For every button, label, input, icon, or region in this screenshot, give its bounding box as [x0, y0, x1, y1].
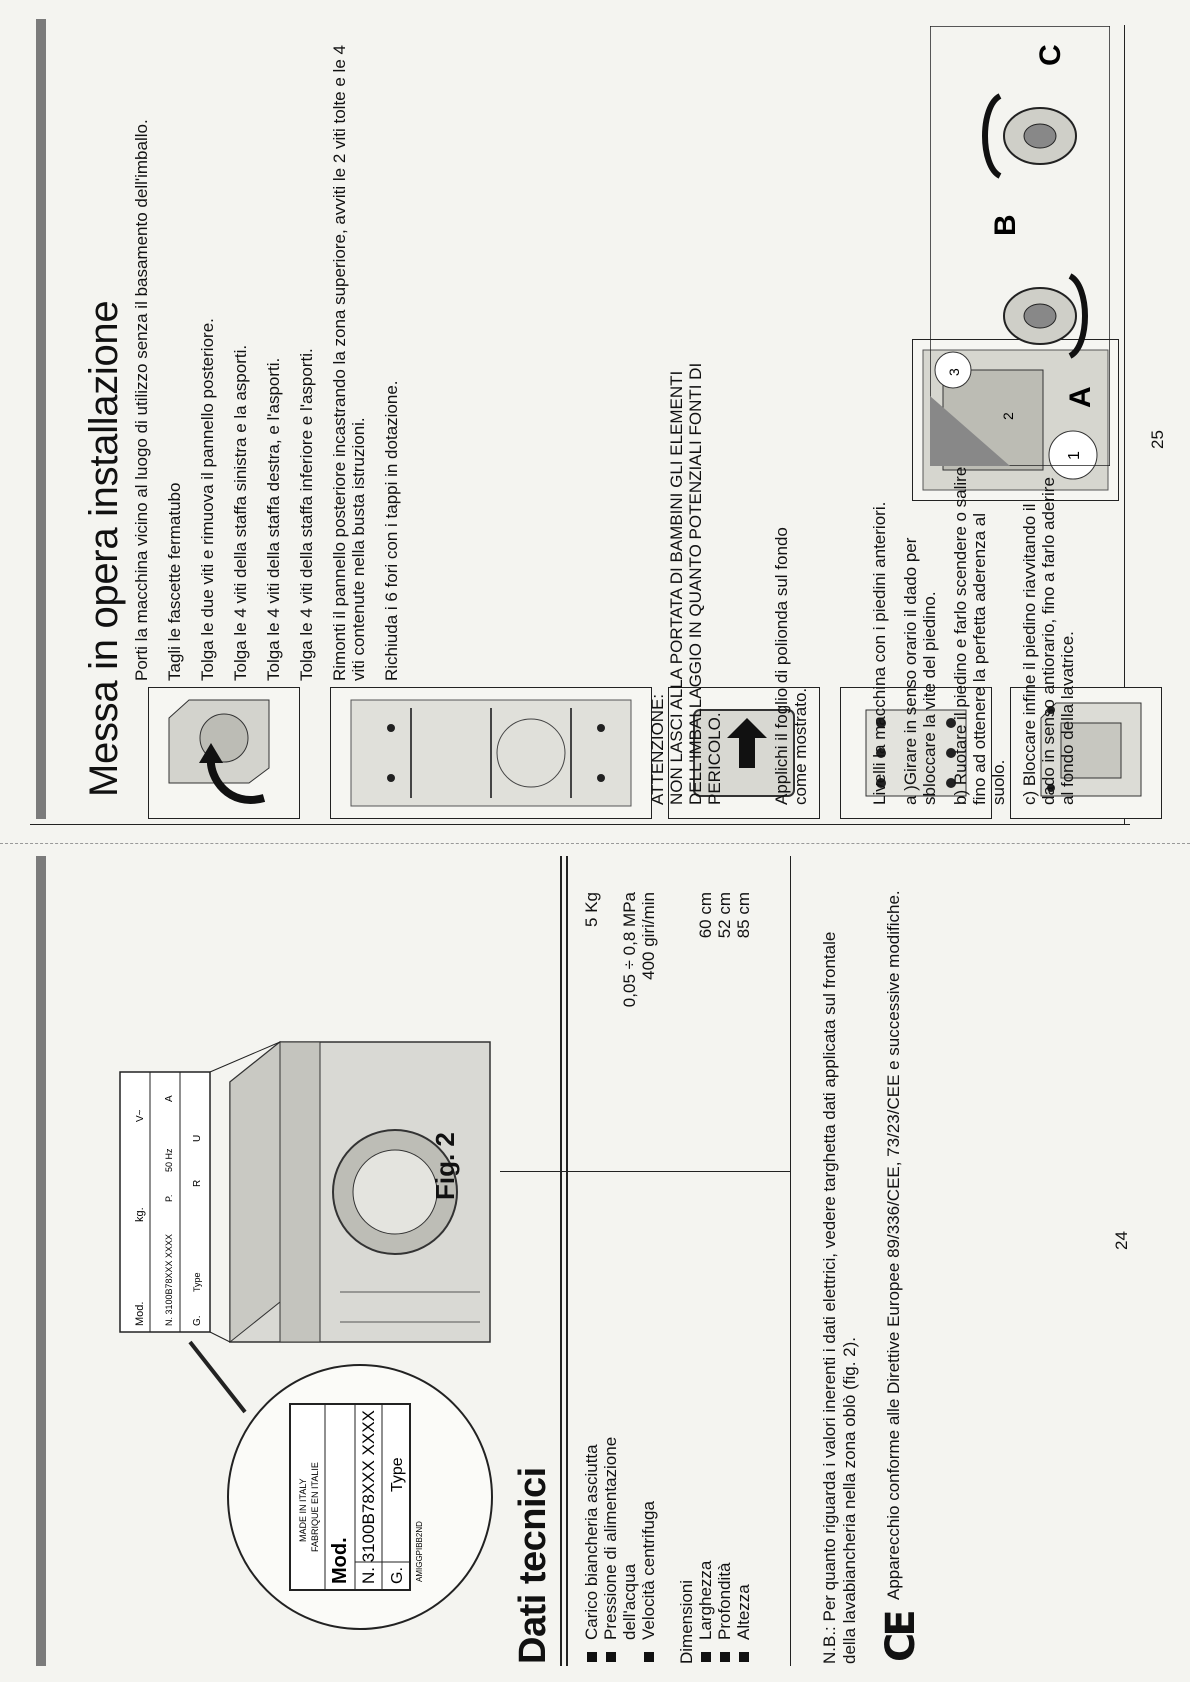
- bullet-icon: [720, 1652, 730, 1662]
- install-step: Tolga le 4 viti della staffa inferiore e l'asporti.: [297, 348, 316, 681]
- install-step: Tolga le due viti e rimuova il pannello posteriore.: [198, 318, 217, 681]
- bracket-label-2: 2: [1000, 412, 1016, 420]
- install-step: Tagli le fascette fermatubo: [165, 482, 184, 681]
- foot-label-b: B: [989, 214, 1022, 236]
- install-step: Tolga le 4 viti della staffa sinistra e la asporti.: [231, 344, 250, 681]
- attention-line: DELL'IMBALLAGGIO IN QUANTO POTENZIALI FONTI DI PERICOLO.: [686, 362, 724, 805]
- attention-line: NON LASCI ALLA PORTATA DI BAMBINI GLI ELEMENTI: [667, 370, 686, 805]
- bullet-icon: [644, 1652, 654, 1662]
- bullet-icon: [701, 1652, 711, 1662]
- header-bar: [36, 19, 46, 819]
- spec-value: 52 cm: [715, 892, 734, 939]
- attention-heading: ATTENZIONE:: [648, 693, 667, 805]
- spec-label-cont: dell'acqua: [620, 1563, 639, 1640]
- spec-label: Pressione di alimentazione: [601, 1436, 620, 1640]
- leveling-title: Livelli la macchina con i piedini anteriori.: [870, 501, 889, 805]
- spec-value: 60 cm: [696, 892, 715, 939]
- spec-label: Velocità centrifuga: [639, 1501, 658, 1640]
- leveling-instructions: [870, 465, 1089, 805]
- install-steps: [132, 41, 415, 681]
- plate-type: Type: [389, 1457, 406, 1492]
- spec-row-profondita: [715, 1244, 734, 1664]
- leveling-step: c) Bloccare infine il piedino riavvitando il dado in senso antiorario, fino a farlo aderire al fondo della lavatrice.: [1020, 477, 1077, 805]
- ce-conformity-text: Apparecchio conforme alle Direttive Europee 89/336/CEE, 73/23/CEE e successive modifiche.: [884, 890, 903, 1600]
- spec-values: [582, 892, 753, 1162]
- attention-warning: [648, 335, 724, 805]
- page-number: 24: [1112, 1231, 1131, 1250]
- small-plate-r: R: [192, 1179, 203, 1187]
- plate-code: AMIGGPIBB2ND: [415, 1521, 424, 1582]
- bracket-label-1: 1: [1066, 451, 1083, 460]
- spec-value: 400 giri/min: [639, 892, 658, 980]
- illustration-remove-brackets: [330, 687, 652, 819]
- table-col-divider: [500, 1171, 790, 1172]
- spec-row-altezza: [734, 1244, 753, 1664]
- leveling-step: b) Ruotare il piedino e farlo scendere o salire fino ad ottenere la perfetta aderenza al suolo.: [951, 466, 1008, 805]
- plate-g: G.: [389, 1567, 406, 1584]
- spec-label: Profondità: [715, 1562, 734, 1640]
- table-top-rule: [560, 856, 562, 1666]
- title-bottom-rule: [566, 856, 568, 1666]
- plate-mod: Mod.: [329, 1537, 351, 1584]
- bullet-icon: [587, 1652, 597, 1662]
- dimensions-header: Dimensioni: [677, 1579, 696, 1664]
- spec-row-velocita: [639, 1244, 658, 1664]
- leveling-step: a )Girare in senso orario il dado per sbloccare la vite del piedino.: [901, 537, 939, 805]
- page-24: [0, 841, 1190, 1682]
- plate-serial: N. 3100B78XXX XXXX: [359, 1410, 378, 1584]
- spec-label: Carico biancheria asciutta: [582, 1444, 601, 1640]
- spec-value: 5 Kg: [582, 892, 601, 927]
- install-step: Tolga le 4 viti della staffa destra, e l'asporti.: [264, 357, 283, 681]
- page-number: 25: [1148, 430, 1167, 449]
- illustration-move-machine: [148, 687, 300, 819]
- install-step: Richiuda i 6 fori con i tappi in dotazione.: [382, 380, 401, 681]
- small-plate-hz: 50 Hz: [164, 1148, 174, 1172]
- fig-2-label: Fig. 2: [430, 1132, 460, 1200]
- header-bar: [36, 856, 46, 1666]
- table-bottom-rule: [790, 856, 791, 1666]
- foot-label-c: C: [1034, 44, 1067, 66]
- spec-labels: [582, 1244, 753, 1664]
- illustration-leveling-feet: [930, 26, 1110, 466]
- fig2-illustration: [110, 902, 510, 1642]
- spec-value: 85 cm: [734, 892, 753, 939]
- spec-row-carico: [582, 1244, 601, 1664]
- plate-fabrique: FABRIQUE EN ITALIE: [310, 1462, 320, 1552]
- spec-label: Altezza: [734, 1584, 753, 1640]
- bracket-label-3: 3: [946, 368, 962, 376]
- small-plate-type: Type: [192, 1272, 202, 1292]
- ce-mark-icon: CE: [878, 1613, 924, 1662]
- electrical-note: N.B.: Per quanto riguarda i valori inerenti i dati elettrici, vedere targhetta dati applicata sul frontale della lavabiancheria nella zona oblò (fig. 2).: [820, 931, 859, 1664]
- bullet-icon: [606, 1652, 616, 1662]
- plate-made-in: MADE IN ITALY: [298, 1478, 308, 1542]
- spec-row-larghezza: [696, 1244, 715, 1664]
- spec-value: 0,05 ÷ 0,8 MPa: [620, 892, 639, 1008]
- spec-label: Larghezza: [696, 1560, 715, 1640]
- rating-plate-small: [120, 1072, 210, 1332]
- small-plate-mod: Mod.: [134, 1301, 146, 1326]
- small-plate-v: V~: [135, 1109, 146, 1122]
- page-title-messa-in-opera: Messa in opera installazione: [82, 300, 126, 797]
- install-step: Porti la macchina vicino al luogo di utilizzo senza il basamento dell'imballo.: [132, 119, 151, 681]
- foot-label-a: A: [1064, 386, 1097, 408]
- small-plate-u: U: [192, 1134, 203, 1142]
- small-plate-p: P.: [164, 1194, 174, 1202]
- spec-row-pressione: [601, 1244, 639, 1664]
- left-margin-rule: [30, 824, 1130, 825]
- rating-plate-zoom: [290, 1404, 424, 1590]
- polionda-instruction: Applichi il foglio di polionda sul fondo come mostrato.: [772, 527, 810, 805]
- install-step: Rimonti il pannello posteriore incastrando la zona superiore, avviti le 2 viti tolte e le 4 viti contenute nella busta istruzioni.: [330, 45, 368, 681]
- small-plate-a: A: [164, 1095, 175, 1102]
- small-plate-serial: N. 3100B78XXX XXXX: [164, 1233, 174, 1326]
- small-plate-g: G.: [192, 1315, 203, 1326]
- page-title-dati-tecnici: Dati tecnici: [512, 1467, 554, 1664]
- small-plate-kg: kg.: [134, 1207, 146, 1222]
- bullet-icon: [739, 1652, 749, 1662]
